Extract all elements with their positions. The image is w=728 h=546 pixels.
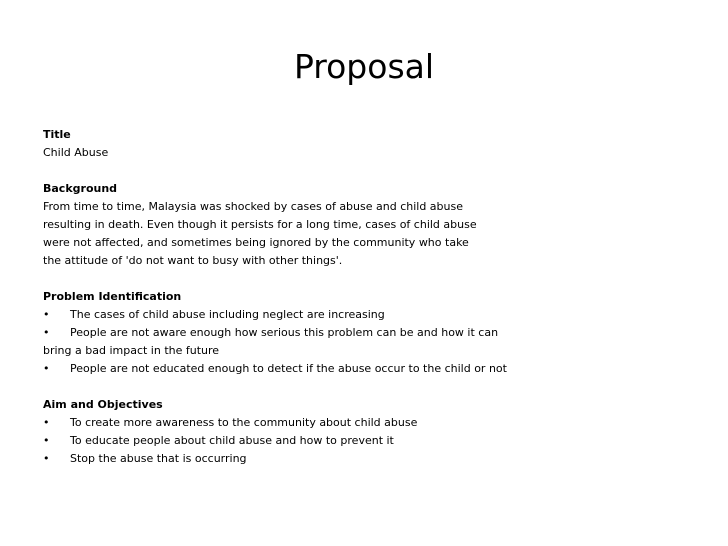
slide-title-text: Proposal xyxy=(293,47,435,86)
slide-body xyxy=(43,126,703,468)
background-heading: Background xyxy=(43,182,118,195)
problem-bullet-item xyxy=(43,306,703,324)
title-heading: Title xyxy=(43,128,71,141)
problem-heading: Problem Identification xyxy=(43,290,182,303)
slide-title xyxy=(0,44,728,90)
title-text: Child Abuse xyxy=(43,146,109,159)
aims-bullet-text: To create more awareness to the community about child abuse xyxy=(70,416,418,429)
aims-bullet-item xyxy=(43,414,703,432)
problem-bullet-item xyxy=(43,360,703,378)
aims-bullet-text: Stop the abuse that is occurring xyxy=(70,452,247,465)
problem-bullet-text: People are not aware enough how serious this problem can be and how it can xyxy=(70,326,499,339)
aims-bullet-text: To educate people about child abuse and how to prevent it xyxy=(70,434,394,447)
bullet-icon: • xyxy=(43,362,50,375)
background-line: the attitude of 'do not want to busy with other things'. xyxy=(43,254,343,267)
background-line: From time to time, Malaysia was shocked by cases of abuse and child abuse xyxy=(43,200,464,213)
background-line: resulting in death. Even though it persists for a long time, cases of child abuse xyxy=(43,218,477,231)
bullet-icon: • xyxy=(43,326,50,339)
problem-bullet-text: People are not educated enough to detect if the abuse occur to the child or not xyxy=(70,362,507,375)
spacer xyxy=(43,270,703,288)
bullet-icon: • xyxy=(43,416,50,429)
bullet-icon: • xyxy=(43,452,50,465)
problem-bullet-text: The cases of child abuse including neglect are increasing xyxy=(70,308,385,321)
spacer xyxy=(43,378,703,396)
problem-bullet-item xyxy=(43,324,703,342)
problem-bullet-continuation: bring a bad impact in the future xyxy=(43,344,220,357)
aims-bullet-item xyxy=(43,432,703,450)
aims-heading: Aim and Objectives xyxy=(43,398,163,411)
bullet-icon: • xyxy=(43,308,50,321)
spacer xyxy=(43,162,703,180)
bullet-icon: • xyxy=(43,434,50,447)
aims-bullet-item xyxy=(43,450,703,468)
background-line: were not affected, and sometimes being ignored by the community who take xyxy=(43,236,469,249)
